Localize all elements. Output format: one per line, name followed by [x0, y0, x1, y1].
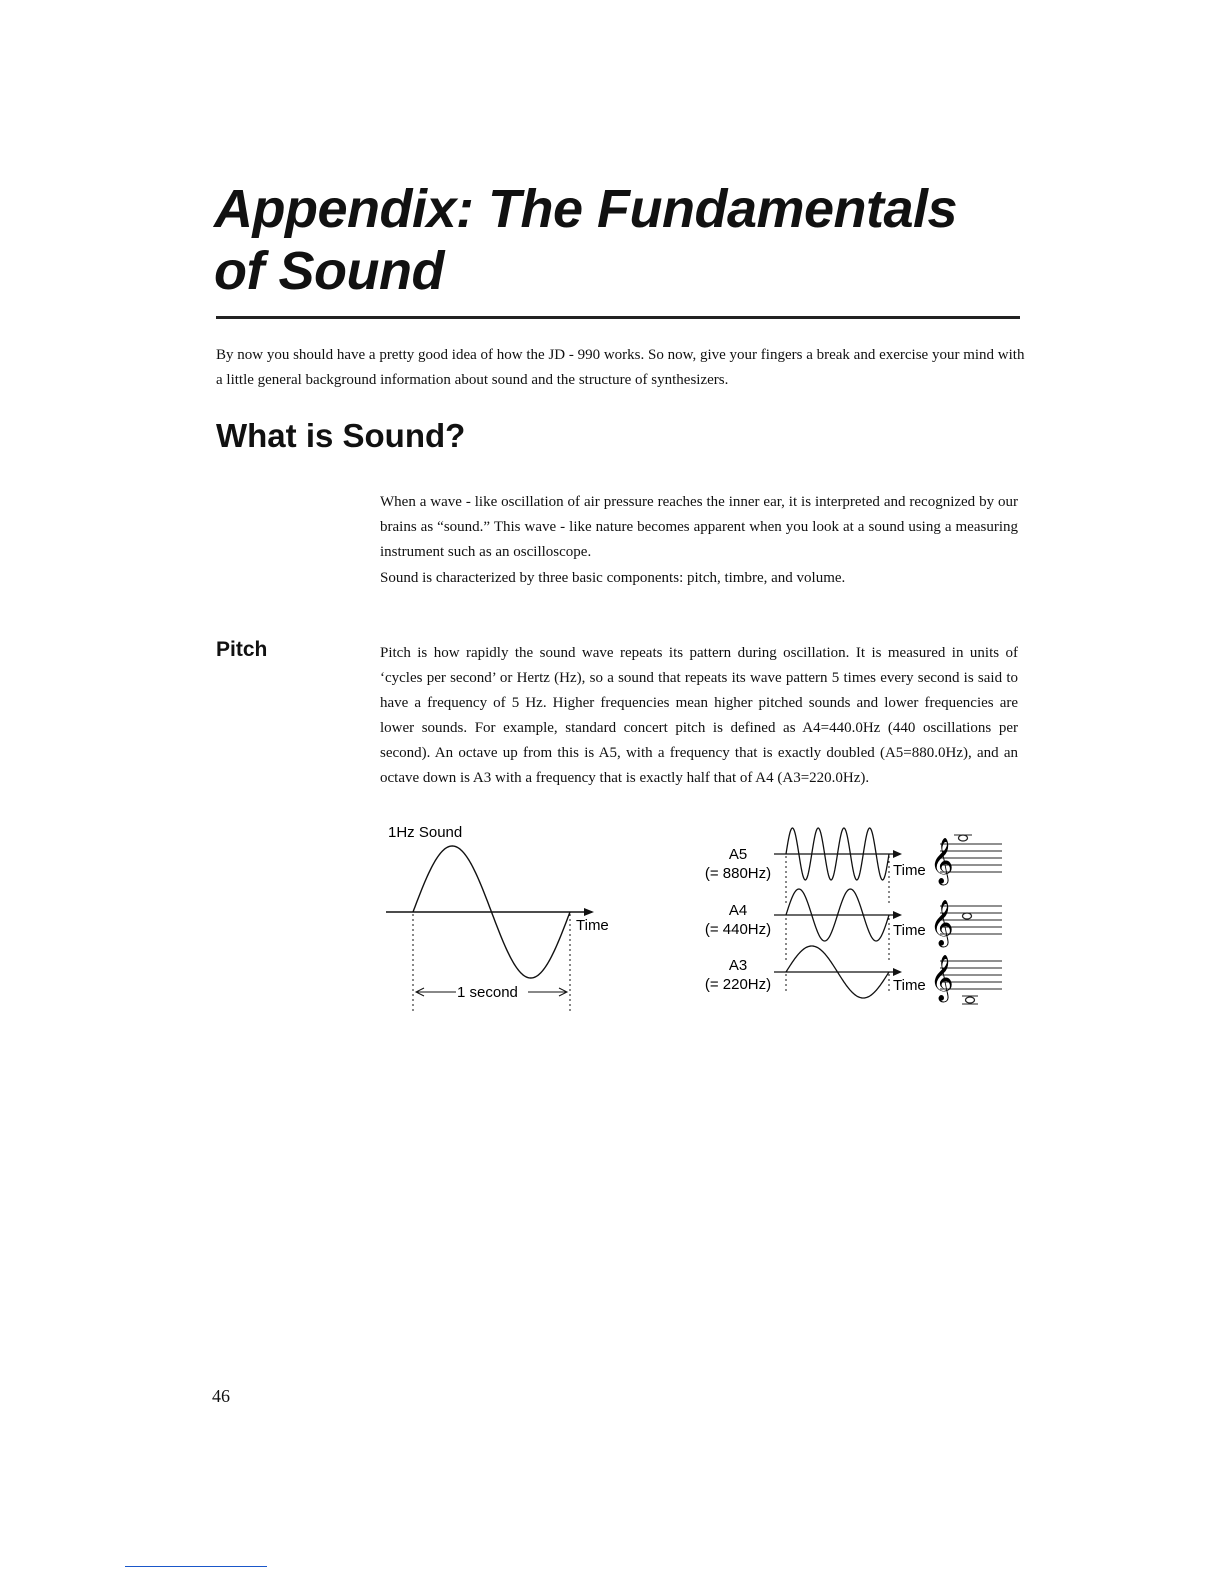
svg-text:𝄞: 𝄞 — [930, 901, 954, 945]
row-a4-staff-icon — [930, 900, 1002, 948]
pitch-heading: Pitch — [216, 638, 268, 661]
figure1-duration-label: 1 second — [457, 984, 518, 1001]
page-number: 46 — [212, 1386, 230, 1406]
figure-1hz-sound — [370, 818, 640, 1018]
figure2-row-a4 — [705, 889, 1002, 962]
figure-octave-comparison — [690, 822, 1020, 1012]
pitch-paragraph: Pitch is how rapidly the sound wave repeats its pattern during oscillation. It is measured in units of ‘cycles per second’ or Hertz (Hz), so a sound that repeats its wave pattern 5 times every second is said to have a frequency of 5 Hz. Higher frequencies mean higher pitched sounds and lower frequencies are lower sounds. For example, standard concert pitch is defined as A4=440.0Hz (440 oscillations per second). An octave up from this is A5, with a frequency that is exactly doubled (A5=880.0Hz), and an octave down is A3 with a frequency that is exactly half that of A4 (A3=220.0Hz). — [380, 645, 1018, 786]
title-rule — [216, 316, 1020, 319]
row-a4-note: A4 — [728, 902, 748, 919]
intro-paragraph: By now you should have a pretty good idea of how the JD - 990 works. So now, give your fingers a break and exercise your mind with a little general background information about sound and the structure of synthesizers. — [216, 347, 1025, 388]
figure1-label: 1Hz Sound — [388, 824, 463, 841]
footer-rule — [125, 1566, 267, 1567]
title-line-1: Appendix: The Fundamentals — [214, 179, 958, 239]
figure1-axis-arrow — [584, 908, 594, 916]
row-a4-freq: (= 440Hz) — [704, 921, 772, 938]
row-a5-staff-icon — [930, 835, 1002, 886]
svg-text:𝄞: 𝄞 — [930, 956, 954, 1000]
row-a5-note: A5 — [728, 846, 748, 863]
row-a3-staff-icon — [930, 955, 1002, 1004]
row-a4-arrow — [893, 911, 902, 919]
sound-paragraph: When a wave - like oscillation of air pressure reaches the inner ear, it is interpreted and recognized by our brains as “sound.” This wave - like nature becomes apparent when you look at a sound using a measuring instrument such as an oscilloscope. — [380, 494, 1018, 560]
row-a4-time-label: Time — [893, 922, 926, 939]
title-line-2: of Sound — [214, 241, 444, 301]
svg-text:𝄞: 𝄞 — [930, 839, 954, 883]
row-a3-arrow — [893, 968, 902, 976]
components-paragraph: Sound is characterized by three basic components: pitch, timbre, and volume. — [380, 570, 846, 586]
section-heading: What is Sound? — [216, 417, 466, 454]
figure2-row-a3 — [705, 946, 1002, 1004]
row-a5-arrow — [893, 850, 902, 858]
row-a3-freq: (= 220Hz) — [704, 976, 772, 993]
row-a5-time-label: Time — [893, 862, 926, 879]
figure2-row-a5 — [705, 828, 1002, 904]
row-a5-freq: (= 880Hz) — [704, 865, 772, 882]
row-a3-time-label: Time — [893, 977, 926, 994]
row-a3-note: A3 — [728, 957, 748, 974]
page-title — [214, 178, 957, 302]
figure1-time-label: Time — [576, 917, 609, 934]
